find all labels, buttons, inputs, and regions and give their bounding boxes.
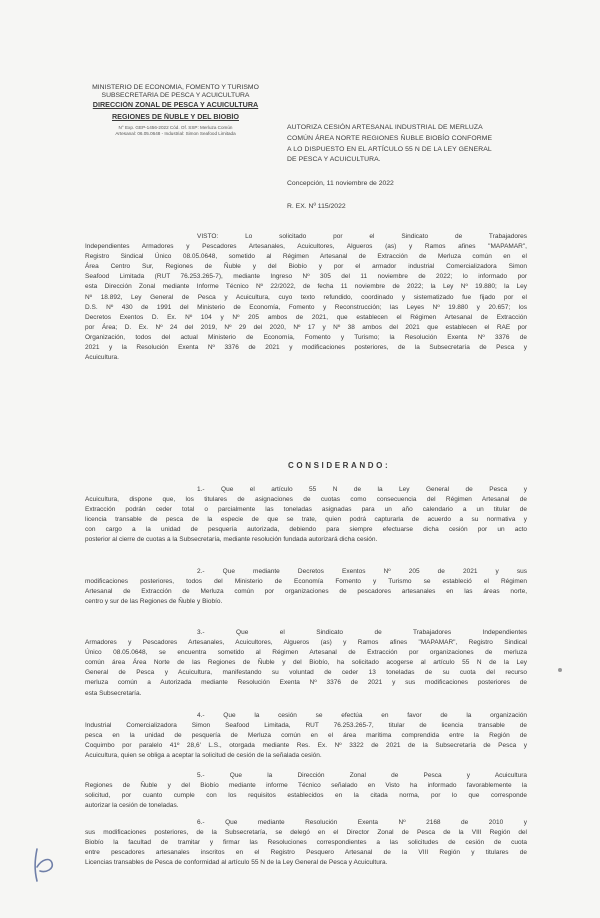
paragraph-line: con cargo a la unidad de pesquería autorizada, debiendo para siempre efectuarse dicha cesión por un acto [85, 526, 527, 534]
visto-line: Nº 18.892, Ley General de Pesca y Acuicultura, cuyo texto refundido, coordinado y sistematizado fue fijado por el [85, 293, 527, 301]
paragraph-line: 4.- Que la cesión se efectúa en favor de la organización [197, 712, 527, 719]
visto-line: 2021 y la Resolución Exenta Nº 3376 de 2021 y modificaciones posteriores, de la Subsecretaría de Pesca y [85, 344, 527, 352]
visto-section [85, 232, 527, 363]
paragraph-line: centro y sur de las Regiones de Ñuble y Biobío. [85, 598, 223, 606]
file-reference-line: N° Exp. GEP-1456-2022 Cód. Of. SSP: Merluza Común [118, 124, 233, 130]
paragraph-line: Coquimbo por paralelo 41º 28,6' L.S., otorgada mediante Res. Ex. Nº 3322 de 2021 de la Subsecretaría de Pesca y [85, 742, 527, 750]
subject-line: A LO DISPUESTO EN EL ARTÍCULO 55 N DE LA LEY GENERAL [287, 145, 492, 153]
resolution-subject [287, 123, 535, 166]
paragraph-line: Biobío la facultad de tramitar y firmar las Resoluciones correspondientes a las solicitudes de cesión de cuota [85, 839, 527, 847]
paragraph-line: pesca en la unidad de pesquería de Merluza común en el área marítima comprendida entre la Región de [85, 732, 527, 740]
considerando-heading: CONSIDERANDO: [288, 461, 391, 470]
subject-line: DE PESCA Y ACUICULTURA. [287, 156, 381, 164]
considerando-5 [85, 771, 527, 811]
paragraph-line: entre pescadores artesanales inscritos en el Registro Pesquero Artesanal de la VIII Región y titulares de [85, 849, 527, 857]
paragraph-line: solicitud, por cuanto cumple con los requisitos establecidos en la citada norma, por lo que corresponde [85, 792, 527, 800]
paragraph-line: 3.- Que el Sindicato de Trabajadores Independientes [197, 629, 527, 636]
visto-line: Área Centro Sur, Regiones de Ñuble y del Biobío y por el armador industrial Comercializadora Simon [85, 263, 527, 271]
subject-line: AUTORIZA CESIÓN ARTESANAL INDUSTRIAL DE MERLUZA [287, 124, 483, 131]
paragraph-line: Acuicultura, dispone que, los titulares de asignaciones de cuotas como consecuencia del Régimen Artesanal de [85, 496, 527, 504]
paragraph-line: Armadores y Pescadores Artesanales, Acuicultores, Algueros (as) y Ramos afines "MAPAMAR", Registro Sindical [85, 639, 527, 647]
paragraph-line: esta Subsecretaría. [85, 689, 142, 697]
ministry-line: MINISTERIO DE ECONOMÍA, FOMENTO Y TURISMO [92, 84, 259, 91]
scan-speck [558, 668, 562, 672]
paragraph-line: sus modificaciones posteriores, de la Subsecretaría, se delegó en el Director Zonal de Pesca de la VIII Región del [85, 829, 527, 837]
visto-line: Registro Sindical Único 08.05.0648, sometido al Régimen Artesanal de Extracción de Merluza común en el [85, 253, 527, 261]
paragraph-line: modificaciones posteriores, todos del Ministerio de Economía Fomento y Turismo se estableció el Régimen [85, 578, 527, 586]
paragraph-line: licencia transable de pesca de la especie de que se trate, quien podrá capturarla de acuerdo a su normativa y [85, 516, 527, 524]
considerando-3 [85, 628, 527, 699]
paragraph-line: Regiones de Ñuble y del Biobío mediante informe Técnico señalado en Visto ha informado favorablemente la [85, 782, 527, 790]
paragraph-line: 6.- Que mediante Resolución Exenta Nº 2168 de 2010 y [197, 819, 527, 826]
visto-line: por Área; D. Ex. Nº 24 del 2019, Nº 29 del 2020, Nº 17 y Nº 38 ambos del 2021 que establecen el RAE por [85, 323, 527, 331]
visto-line: Acuicultura. [85, 354, 119, 362]
paragraph-line: Único 08.05.0648, se encuentra sometido al Régimen Artesanal de Extracción por organizaciones de merluza [85, 649, 527, 657]
paragraph-line: autorizar la cesión de toneladas. [85, 802, 179, 810]
paragraph-line: 5.- Que la Dirección Zonal de Pesca y Acuicultura [197, 772, 527, 779]
paragraph-line: Licencias transables de Pesca de conformidad al artículo 55 N de la Ley General de Pesca y Acuicultura. [85, 859, 388, 867]
letterhead [58, 84, 293, 137]
visto-line: Independientes Armadores y Pescadores Artesanales, Acuicultores, Algueros (as) y Ramos afines "MAPAMAR", [85, 243, 527, 251]
visto-line: VISTO: Lo solicitado por el Sindicato de Trabajadores [197, 233, 527, 240]
paragraph-line: Extracción podrán ceder total o parcialmente las toneladas asignadas para un año calendario a un titular de [85, 506, 527, 514]
handwritten-initials-signature [28, 845, 62, 885]
paragraph-line: 2.- Que mediante Decretos Exentos Nº 205 de 2021 y sus [197, 568, 527, 575]
visto-line: esta Dirección Zonal mediante Informe Técnico Nº 22/2022, de fecha 11 noviembre de 2022; la Ley Nº 19.880; la Ley [85, 283, 527, 291]
paragraph-line: común área Área Norte de las Regiones de Ñuble y del Biobío, ha solicitado acogerse al artículo 55 N de la Ley [85, 659, 527, 667]
visto-line: Seafood Limitada (RUT 76.253.265-7), mediante Ingreso Nº 305 del 11 noviembre de 2022; lo informado por [85, 273, 527, 281]
considerando-2 [85, 567, 527, 607]
resolution-number: R. EX. Nº 115/2022 [287, 203, 346, 210]
place-date: Concepción, 11 noviembre de 2022 [287, 180, 394, 187]
paragraph-line: General de Pesca y Acuicultura, manifestando su voluntad de ceder 13 toneladas de su cuota del recurso [85, 669, 527, 677]
visto-line: Decretos Exentos D. Ex. Nº 104 y Nº 205 ambos de 2021, que establecen el Régimen Artesanal de Extracción [85, 313, 527, 321]
regiones-line: REGIONES DE ÑUBLE Y DEL BIOBÍO [111, 113, 239, 122]
paragraph-line: Acuicultura, quien se obliga a aceptar la solicitud de cesión de la señalada cesión. [85, 752, 322, 760]
considerando-1 [85, 485, 527, 546]
considerando-6 [85, 818, 527, 868]
paragraph-line: posterior al cierre de cuotas a la Subsecretaría, mediante resolución fundada autorizará dicha cesión. [85, 536, 378, 544]
direccion-zonal-line: DIRECCIÓN ZONAL DE PESCA Y ACUICULTURA [92, 100, 259, 109]
considerando-4 [85, 711, 527, 761]
file-reference-line: Artesanal: 06.05.0648 - Industrial: Simon Seafood Limitada [115, 130, 236, 136]
paragraph-line: Artesanal de Extracción de Merluza común por organizaciones de pescadores artesanales en las áreas norte, [85, 588, 527, 596]
paragraph-line: Industrial Comercializadora Simon Seafood Limitada, RUT 76.253.265-7, titular de licencia transable de [85, 722, 527, 730]
paragraph-line: merluza común a Autorizada mediante Resolución Exenta Nº 3376 de 2021 y sus modificaciones posteriores de [85, 679, 527, 687]
visto-line: Organización, todos del actual Ministerio de Economía, Fomento y Turismo; la Resolución Exenta Nº 3376 de [85, 333, 527, 341]
subject-line: COMÚN ÁREA NORTE REGIONES ÑUBLE BIOBÍO CONFORME [287, 134, 493, 142]
subsecretaria-line: SUBSECRETARÍA DE PESCA Y ACUICULTURA [101, 92, 250, 100]
visto-line: D.S. Nº 430 de 1991 del Ministerio de Economía, Fomento y Reconstrucción; las Leyes Nº 19.880 y 20.657; los [85, 303, 527, 311]
paragraph-line: 1.- Que el artículo 55 N de la Ley General de Pesca y [197, 486, 527, 493]
